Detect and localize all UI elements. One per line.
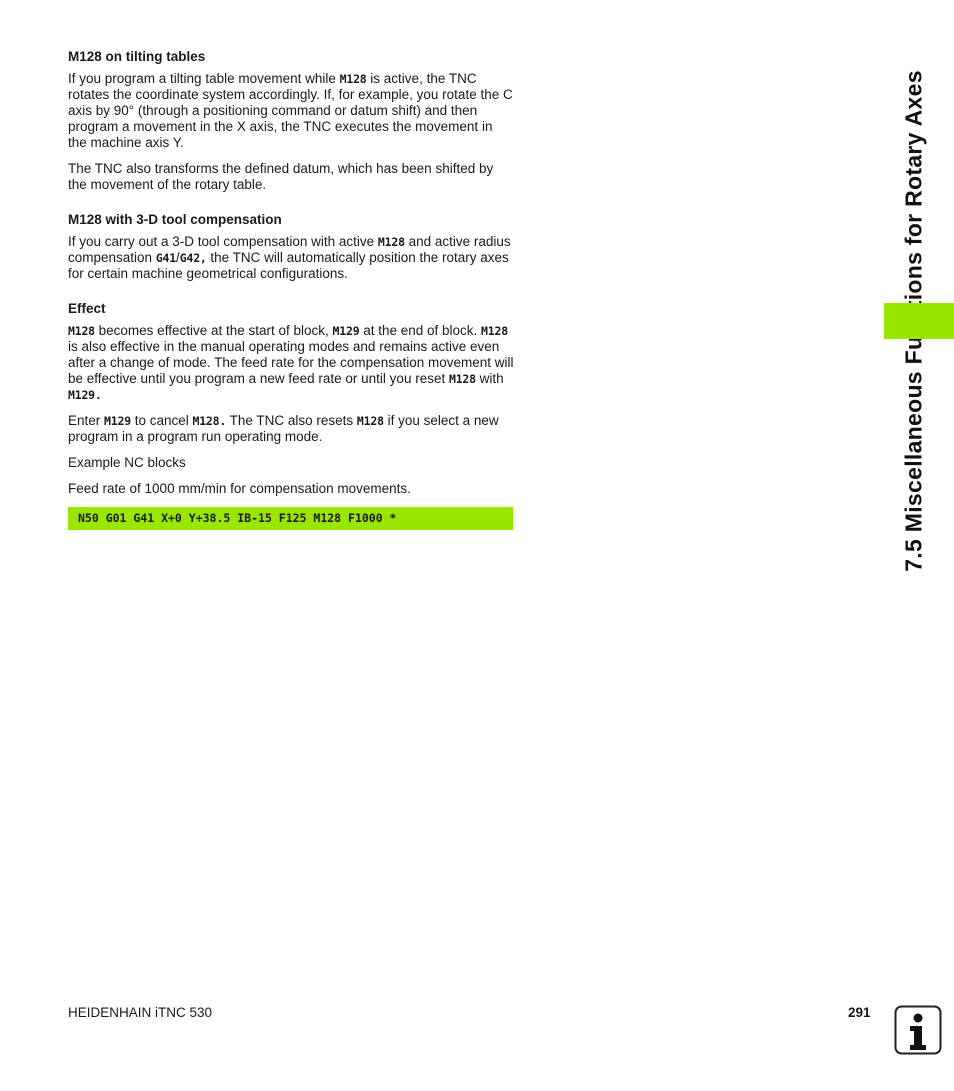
text-run: and active radius compensation [68,234,511,265]
text-run: is also effective in the manual operating modes and remains active even after a change of mode. The feed rate for the compensation movement will be effective until you program a new feed rate or until you reset [68,339,514,386]
code-keyword: M128 [377,235,405,249]
paragraph [68,455,514,471]
paragraph [68,234,514,282]
chapter-tab-marker [884,303,954,339]
text-run: is active, the TNC rotates the coordinate system accordingly. If, for example, you rotate the C axis by 90° (through a positioning command or datum shift) and then program a movement in the X axis, the TNC executes the movement in the machine axis Y. [68,71,513,150]
paragraph [68,161,514,193]
text-run: Enter [68,413,105,428]
code-keyword: M128 [339,72,367,86]
text-run: the TNC will automatically position the rotary axes for certain machine geometrical configurations. [68,250,509,281]
text-run: to cancel [130,413,193,428]
code-keyword: G42, [179,251,207,265]
code-keyword: G41 [155,251,176,265]
page-number: 291 [848,1005,871,1020]
code-keyword: M128 [448,372,476,386]
text-run: / [175,250,180,265]
text-run: Example NC blocks [68,455,186,470]
footer-product: HEIDENHAIN iTNC 530 [68,1005,213,1020]
text-run: Feed rate of 1000 mm/min for compensation movements. [68,481,411,496]
code-keyword: M128. [192,414,227,428]
paragraph [68,413,514,445]
code-keyword: M129 [332,324,360,338]
code-keyword: M128 [356,414,384,428]
paragraph [68,481,514,497]
heading-effect: Effect [68,301,106,316]
code-keyword: M128 [481,324,508,338]
paragraph [68,71,514,151]
text-run: at the end of block. [359,323,482,338]
paragraph [68,323,514,403]
main-content [68,48,514,530]
info-icon [894,1005,942,1055]
text-run: with [475,371,504,386]
heading-m128-tilting-tables: M128 on tilting tables [68,49,206,64]
text-run: The TNC also resets [226,413,357,428]
heading-m128-3d-compensation: M128 with 3-D tool compensation [68,212,282,227]
code-keyword: M128 [68,324,95,338]
code-keyword: M129 [104,414,131,428]
nc-code-block: N50 G01 G41 X+0 Y+38.5 IB-15 F125 M128 F1000 * [68,507,513,530]
text-run: If you program a tilting table movement while [68,71,340,86]
text-run: becomes effective at the start of block, [94,323,333,338]
text-run: The TNC also transforms the defined datum, which has been shifted by the movement of the rotary table. [68,161,494,192]
text-run: If you carry out a 3-D tool compensation with active [68,234,378,249]
text-run: if you select a new program in a program run operating mode. [68,413,499,444]
code-keyword: M129. [68,388,102,402]
